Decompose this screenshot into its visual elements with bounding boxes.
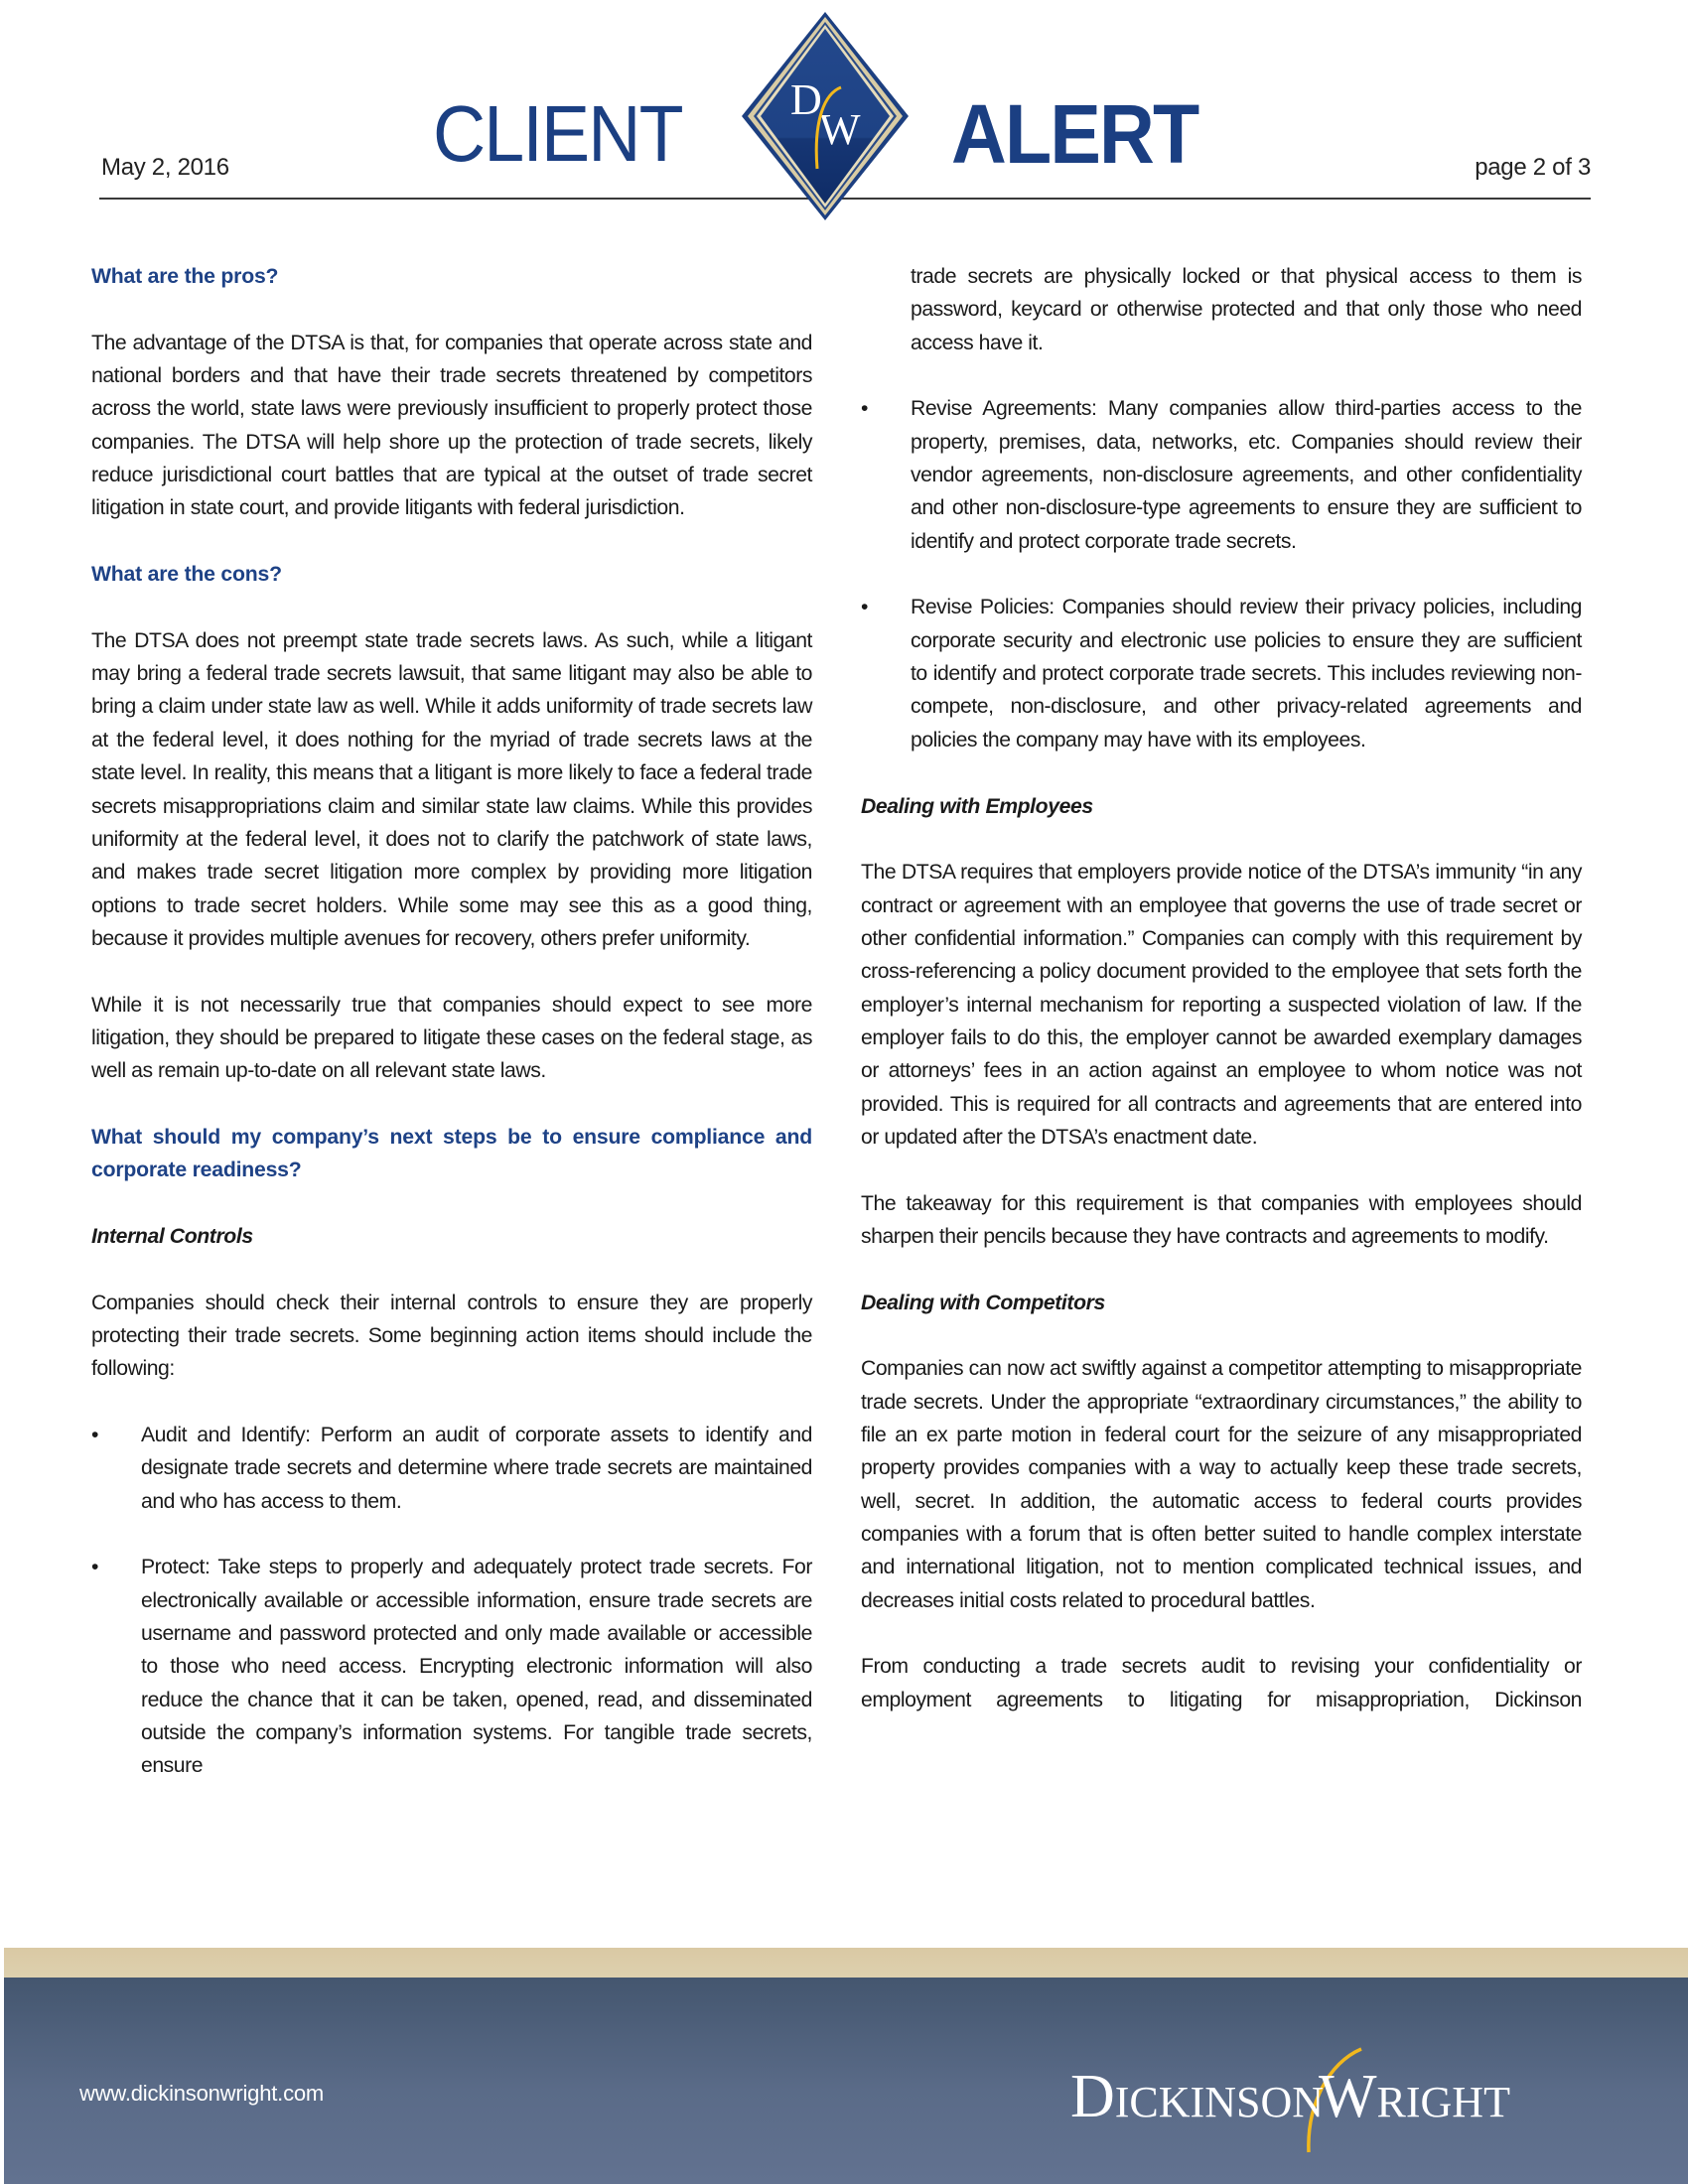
internal-controls-heading: Internal Controls	[91, 1224, 253, 1248]
litigation-paragraph: While it is not necessarily true that companies should expect to see more litigation, they should be prepared to litigate these cases on the federal stage, as well as remain up-to-date on all relevant state laws.	[91, 993, 812, 1083]
bullet-item	[861, 392, 1582, 558]
competitors-paragraph: Companies can now act swiftly against a competitor attempting to misappropriate trade secrets. Under the appropriate “extraordinary circumstances,” the ability to file an ex parte motion in federal court for the seizure of any misappropriated property provides companies with a way to actually keep these trade secrets, well, secret. In addition, the automatic access to federal courts provides companies with a forum that is often better suited to handle complex interstate and international litigation, not to mention complicated technical issues, and decreases initial costs related to procedural battles.	[861, 1357, 1582, 1612]
bullet-text: Audit and Identify: Perform an audit of corporate assets to identify and designate trade secrets and determine where trade secrets are maintained and who has access to them.	[141, 1424, 812, 1513]
pros-heading: What are the pros?	[91, 265, 279, 288]
closing-paragraph: From conducting a trade secrets audit to revising your confidentiality or employment agreements to litigating for misappropriation, Dickinson	[861, 1655, 1582, 1711]
pros-paragraph: The advantage of the DTSA is that, for companies that operate across state and national borders and that have their trade secrets threatened by competitors across the world, state laws were previously insufficient to properly protect those companies. The DTSA will help shore up the protection of trade secrets, likely reduce jurisdictional court battles that are typical at the outset of trade secret litigation in state court, and provide litigants with federal jurisdiction.	[91, 331, 812, 520]
footer-tan-band	[4, 1948, 1688, 1978]
right-column	[861, 260, 1582, 1716]
page-indicator: page 2 of 3	[1475, 154, 1591, 181]
employees-heading: Dealing with Employees	[861, 794, 1093, 818]
bullet-item	[861, 591, 1582, 756]
takeaway-paragraph: The takeaway for this requirement is that companies with employees should sharpen their pencils because they have contracts and agreements to modify.	[861, 1191, 1582, 1248]
internal-controls-paragraph: Companies should check their internal controls to ensure they are properly protecting their trade secrets. Some beginning action items should include the following:	[91, 1291, 812, 1381]
cons-paragraph: The DTSA does not preempt state trade secrets laws. As such, while a litigant may bring a federal trade secrets lawsuit, that same litigant may also be able to bring a claim under state law as well. While it adds uniformity of trade secrets law at the federal level, it does nothing for the myriad of trade secrets laws at the state level. In reality, this means that a litigant is more likely to face a federal trade secrets misappropriations claim and similar state law claims. While this provides uniformity at the federal level, it does not to clarify the patchwork of state laws, and makes trade secret litigation more complex by providing more litigation options to trade secret holders. While some may see this as a good thing, because it provides multiple avenues for recovery, others prefer uniformity.	[91, 628, 812, 950]
dw-diamond-logo-icon	[740, 10, 911, 222]
title-client: CLIENT	[433, 89, 682, 178]
brand-rest-dickinson: ICKINSON	[1114, 2078, 1325, 2126]
bullet-item	[91, 1551, 812, 1782]
bullet-item	[91, 1419, 812, 1518]
cons-heading: What are the cons?	[91, 563, 282, 587]
competitors-heading: Dealing with Competitors	[861, 1291, 1105, 1314]
bullet-continuation: trade secrets are physically locked or that physical access to them is password, keycard or otherwise protected and that only those who need access have it.	[911, 265, 1582, 354]
brand-text-dickinson	[1070, 2063, 1324, 2130]
bullet-text: Revise Agreements: Many companies allow third-parties access to the property, premises, data, networks, etc. Companies should review their vendor agreements, non-disclosure agreements, and other confidentiality and other non-disclosure-type agreements to ensure they are sufficient to identify and protect corporate trade secrets.	[911, 397, 1582, 553]
left-column	[91, 260, 812, 1783]
bullet-marker: •	[91, 1424, 98, 1447]
website-link[interactable]: www.dickinsonwright.com	[79, 2081, 325, 2106]
bullet-marker: •	[91, 1556, 98, 1579]
brand-rest-wright: RIGHT	[1376, 2078, 1510, 2126]
dickinson-wright-logo-icon	[1068, 2045, 1624, 2154]
logo-letter-d: D	[790, 75, 822, 124]
logo-letter-w: W	[819, 105, 861, 154]
brand-initial-w: W	[1319, 2063, 1377, 2130]
title-alert: ALERT	[951, 87, 1198, 181]
employees-paragraph: The DTSA requires that employers provide notice of the DTSA’s immunity “in any contract or agreement with an employee that governs the use of trade secret or other confidential information.” Companies can comply with this requirement by cross-referencing a policy document provided to the employee that sets forth the employer’s internal mechanism for reporting a suspected violation of law. If the employer fails to do this, the employer cannot be awarded exemplary damages or attorneys’ fees in an action against an employee to whom notice was not provided. This is required for all contracts and agreements that are entered into or updated after the DTSA’s enactment date.	[861, 861, 1582, 1149]
issue-date: May 2, 2016	[101, 154, 229, 181]
brand-initial-d: D	[1070, 2063, 1115, 2130]
bullet-text: Protect: Take steps to properly and adequately protect trade secrets. For electronically available or accessible information, ensure trade secrets are username and password protected and only made available or accessible to those who need access. Encrypting electronic information will also reduce the chance that it can be taken, opened, read, and disseminated outside the company’s information systems. For tangible trade secrets, ensure	[141, 1556, 812, 1778]
bullet-text: Revise Policies: Companies should review their privacy policies, including corporate security and electronic use policies to ensure they are sufficient to identify and protect corporate trade secrets. This includes reviewing non-compete, non-disclosure, and other privacy-related agreements and policies the company may have with its employees.	[911, 596, 1582, 751]
bullet-marker: •	[861, 596, 868, 619]
brand-text-wright	[1319, 2063, 1510, 2130]
next-steps-heading: What should my company’s next steps be to ensure compliance and corporate readiness?	[91, 1125, 812, 1182]
bullet-marker: •	[861, 397, 868, 421]
